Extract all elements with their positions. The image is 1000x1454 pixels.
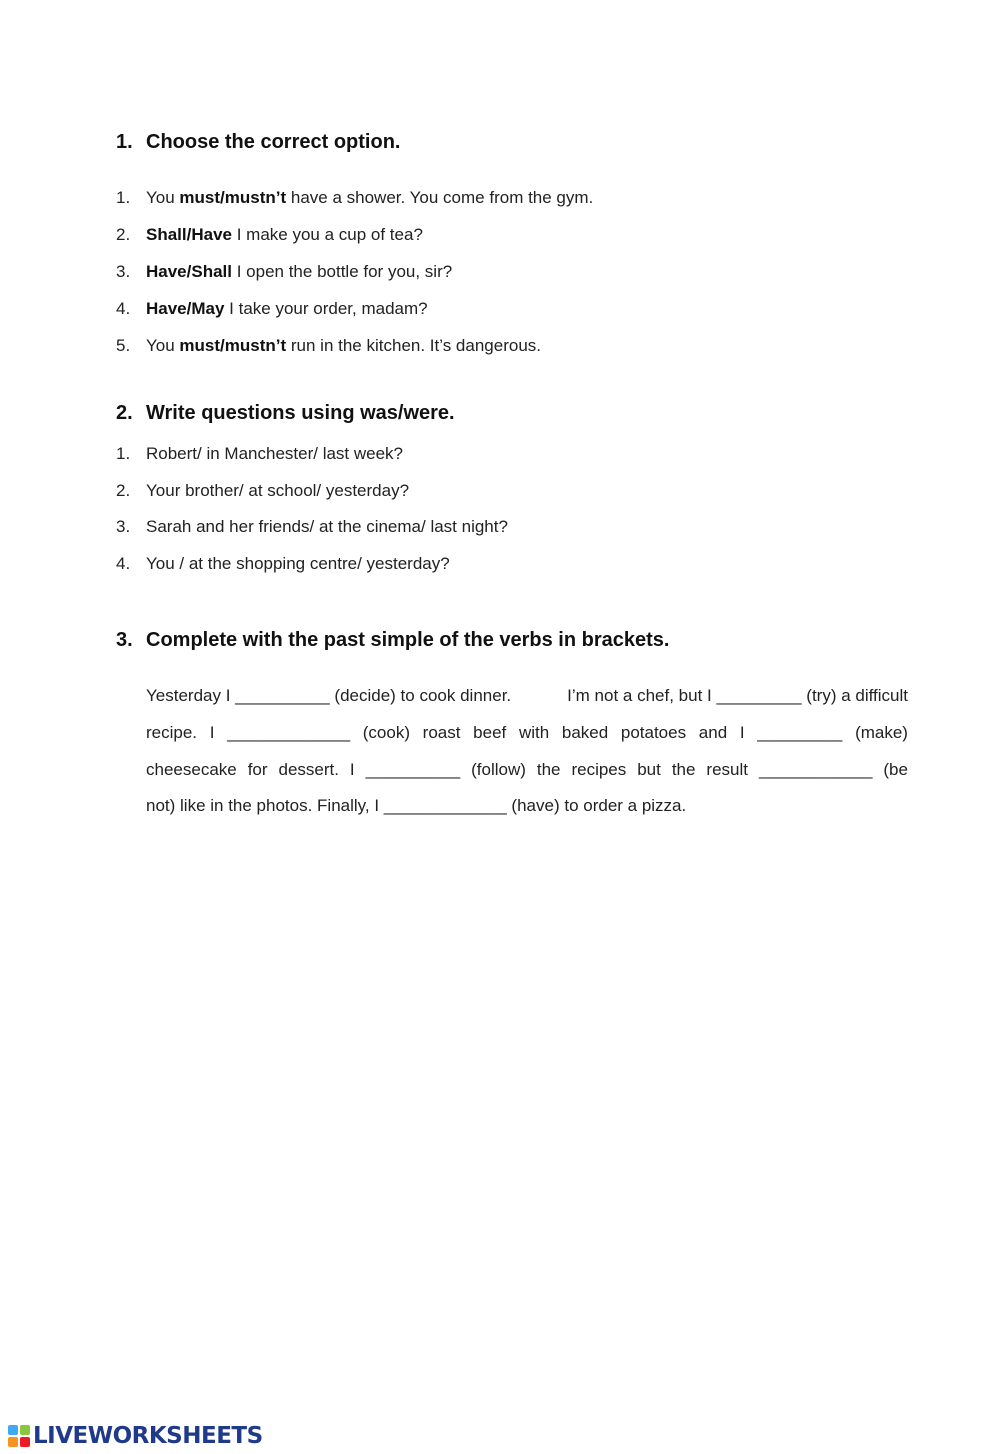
- item-number: 2.: [116, 225, 131, 244]
- section-2-heading: [116, 402, 455, 425]
- paragraph-word: (follow): [471, 760, 526, 779]
- item-number: 2.: [116, 481, 131, 500]
- paragraph-word: potatoes: [620, 723, 687, 742]
- paragraph-word: the: [671, 760, 696, 779]
- paragraph-word: with: [518, 723, 550, 742]
- paragraph-segment: Yesterday I __________ (decide) to cook dinner.: [146, 686, 512, 705]
- paragraph-word: cheesecake: [146, 760, 237, 779]
- section-1-number: 1.: [116, 131, 133, 153]
- logo-square: [8, 1437, 18, 1447]
- item-number: 1.: [116, 444, 131, 463]
- item-text-post: I take your order, madam?: [224, 299, 428, 318]
- section-1-item-4: [116, 299, 428, 319]
- item-number: 4.: [116, 554, 131, 573]
- paragraph-word: result: [706, 760, 748, 779]
- logo-square: [8, 1425, 18, 1435]
- logo-square: [20, 1437, 30, 1447]
- item-text-pre: You: [146, 188, 180, 207]
- paragraph-word: (cook): [362, 723, 410, 742]
- logo-text: LIVEWORKSHEETS: [33, 1423, 263, 1449]
- item-text: Sarah and her friends/ at the cinema/ last night?: [146, 517, 508, 536]
- paragraph-word: (be: [883, 760, 908, 779]
- item-text: Your brother/ at school/ yesterday?: [146, 481, 410, 500]
- logo-square: [20, 1425, 30, 1435]
- paragraph-segment: not) like in the photos. Finally, I _____________ (have) to order a pizza.: [146, 796, 687, 815]
- section-2-item-3: [116, 517, 508, 537]
- paragraph-word: for: [247, 760, 268, 779]
- answer-blank: _________: [757, 723, 843, 742]
- section-2-title: Write questions using was/were.: [146, 402, 455, 424]
- item-text-post: I make you a cup of tea?: [232, 225, 423, 244]
- item-options: Have/May: [146, 299, 225, 318]
- paragraph-word: (make): [855, 723, 908, 742]
- item-options: Have/Shall: [146, 262, 232, 281]
- paragraph-line-4: [146, 796, 908, 816]
- section-1-item-1: [116, 188, 593, 208]
- item-text-post: I open the bottle for you, sir?: [232, 262, 453, 281]
- paragraph-word: but: [637, 760, 661, 779]
- paragraph-word: and: [698, 723, 728, 742]
- paragraph-line-1: [146, 686, 908, 706]
- item-text-pre: You: [146, 336, 180, 355]
- item-text: You / at the shopping centre/ yesterday?: [146, 554, 450, 573]
- paragraph-line-2: [146, 723, 908, 743]
- paragraph-line-3: [146, 760, 908, 780]
- section-1-item-2: [116, 225, 423, 245]
- paragraph-word: beef: [473, 723, 507, 742]
- paragraph-segment: I’m not a chef, but I _________ (try) a difficult: [567, 686, 908, 705]
- item-options: Shall/Have: [146, 225, 232, 244]
- paragraph-word: I: [209, 723, 215, 742]
- section-1-item-5: [116, 336, 541, 356]
- paragraph-word: the: [536, 760, 561, 779]
- answer-blank: _____________: [227, 723, 351, 742]
- paragraph-word: roast: [422, 723, 461, 742]
- item-number: 4.: [116, 299, 131, 318]
- section-2-item-1: [116, 444, 403, 464]
- item-number: 5.: [116, 336, 131, 355]
- section-3-title: Complete with the past simple of the verbs in brackets.: [146, 629, 670, 651]
- section-3-number: 3.: [116, 629, 133, 651]
- section-2-item-2: [116, 481, 409, 501]
- paragraph-word: recipe.: [146, 723, 198, 742]
- section-3-heading: [116, 629, 669, 652]
- paragraph-word: I: [349, 760, 355, 779]
- liveworksheets-logo: [8, 1424, 263, 1448]
- paragraph-word: dessert.: [278, 760, 339, 779]
- section-1-title: Choose the correct option.: [146, 131, 401, 153]
- item-number: 3.: [116, 262, 131, 281]
- item-options: must/mustn’t: [179, 188, 287, 207]
- section-2-number: 2.: [116, 402, 133, 424]
- answer-blank: __________: [365, 760, 461, 779]
- item-text-post: have a shower. You come from the gym.: [286, 188, 594, 207]
- paragraph-word: I: [739, 723, 745, 742]
- section-2-item-4: [116, 554, 450, 574]
- item-text-post: run in the kitchen. It’s dangerous.: [286, 336, 541, 355]
- item-options: must/mustn’t: [179, 336, 287, 355]
- paragraph-word: baked: [561, 723, 609, 742]
- logo-mark-icon: [8, 1425, 30, 1447]
- answer-blank: ____________: [758, 760, 873, 779]
- section-1-heading: [116, 131, 400, 154]
- item-text: Robert/ in Manchester/ last week?: [146, 444, 404, 463]
- item-number: 1.: [116, 188, 131, 207]
- item-number: 3.: [116, 517, 131, 536]
- section-1-item-3: [116, 262, 452, 282]
- paragraph-word: recipes: [571, 760, 627, 779]
